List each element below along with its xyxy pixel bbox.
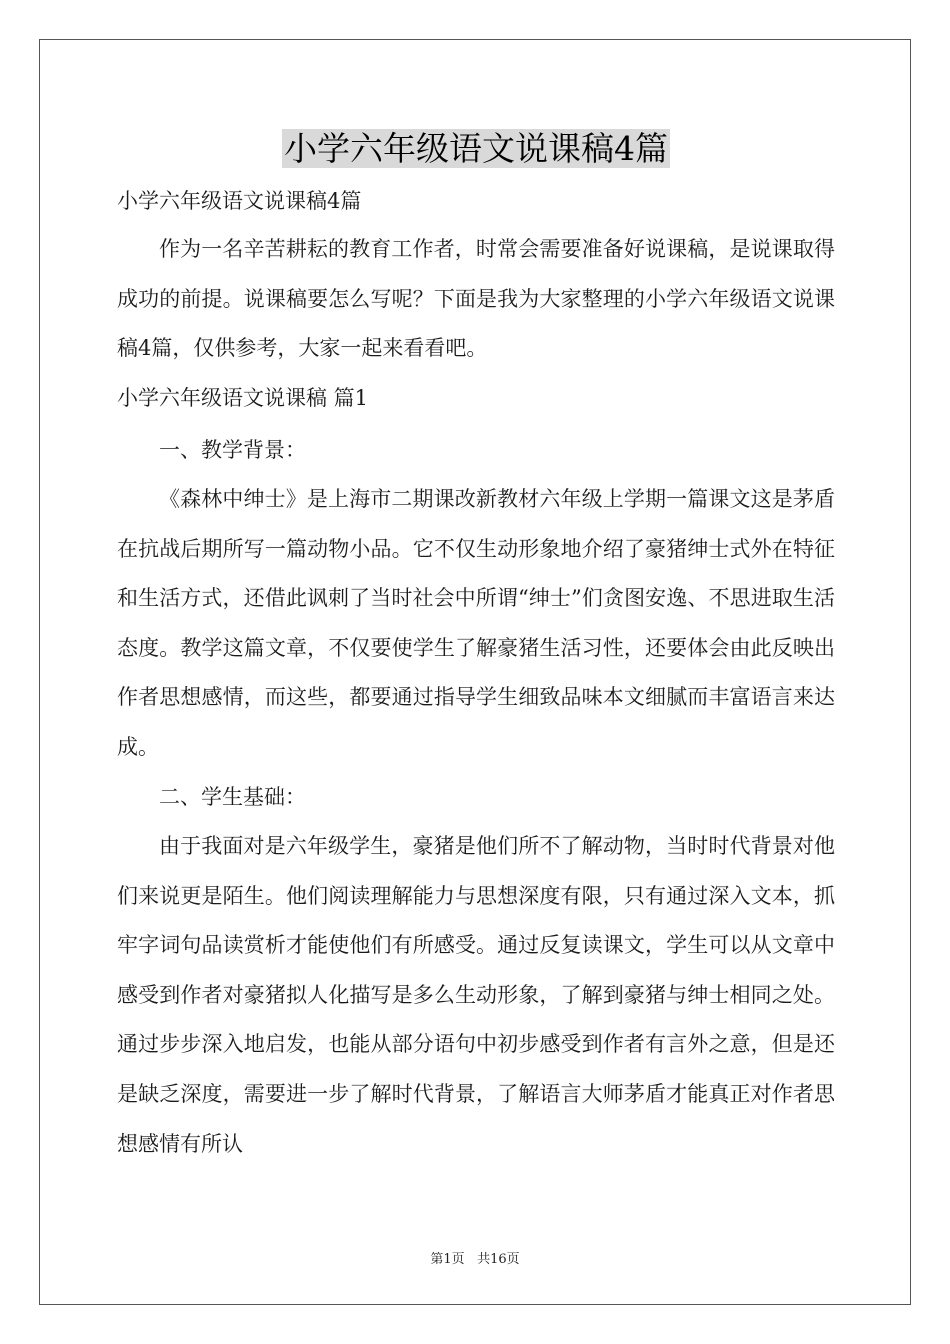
page-footer <box>0 1248 950 1267</box>
heading-student-basis: 二、学生基础： <box>159 785 306 809</box>
paragraph-student-basis: 由于我面对是六年级学生，豪猪是他们所不了解动物，当时时代背景对他们来说更是陌生。他们阅读理解能力与思想深度有限，只有通过深入文本，抓牢字词句品读赏析才能使他们有所感受。通过反复读课文，学生可以从文章中感受到作者对豪猪拟人化描写是多么生动形象，了解到豪猪与绅士相同之处。通过步步深入地启发，也能从部分语句中初步感受到作者有言外之意，但是还是缺乏深度，需要进一步了解时代背景，了解语言大师茅盾才能真正对作者思想感情有所认 <box>117 834 835 1156</box>
document-title: 小学六年级语文说课稿4篇 <box>284 129 668 168</box>
heading-teaching-background: 一、教学背景： <box>159 438 306 462</box>
document-subtitle: 小学六年级语文说课稿4篇 <box>117 189 362 213</box>
page-number: 第1页 <box>430 1252 465 1267</box>
page-total: 共16页 <box>477 1252 520 1267</box>
section-heading: 小学六年级语文说课稿 篇1 <box>117 386 369 410</box>
intro-paragraph: 作为一名辛苦耕耘的教育工作者，时常会需要准备好说课稿，是说课取得成功的前提。说课稿要怎么写呢？下面是我为大家整理的小学六年级语文说课稿4篇，仅供参考，大家一起来看看吧。 <box>117 237 835 361</box>
paragraph-teaching-background: 《森林中绅士》是上海市二期课改新教材六年级上学期一篇课文这是茅盾在抗战后期所写一篇动物小品。它不仅生动形象地介绍了豪猪绅士式外在特征和生活方式，还借此讽刺了当时社会中所谓“绅士”们贪图安逸、不思进取生活态度。教学这篇文章，不仅要使学生了解豪猪生活习性，还要体会由此反映出作者思想感情，而这些，都要通过指导学生细致品味本文细腻而丰富语言来达成。 <box>117 487 835 759</box>
